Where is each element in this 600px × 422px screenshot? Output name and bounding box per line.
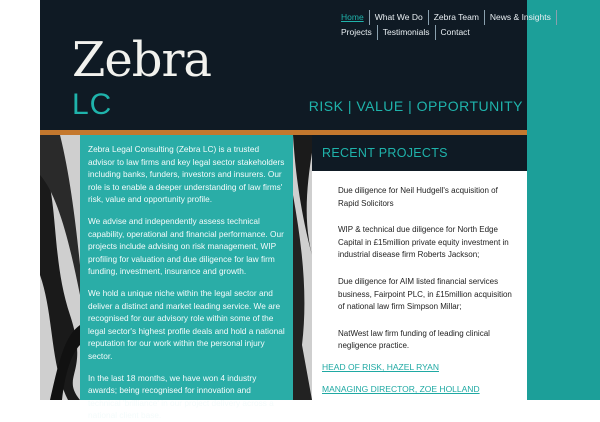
nav-contact[interactable]: Contact xyxy=(440,27,470,37)
project-item: Due diligence for AIM listed financial services business, Fairpoint PLC, in £15million acquisition of national law firm Simpson Millar; xyxy=(338,276,512,312)
intro-paragraph: We advise and independently assess technical capability, operational and financial performance. Our projects include advising on risk management, WIP profiling for valuation and due diligence for law firm funding, investment, insurance and growth. xyxy=(88,215,284,277)
zebra-lc-logo[interactable] xyxy=(72,34,211,120)
nav-home[interactable]: Home xyxy=(341,10,370,25)
intro-paragraph: Zebra Legal Consulting (Zebra LC) is a trusted advisor to law firms and key legal sector stakeholders including banks, funders, investors and insurers. Our role is to enable a deeper understanding of law firms' risk, value and opportunity profile. xyxy=(88,144,285,205)
main-nav xyxy=(341,10,551,40)
head-of-risk-link[interactable]: HEAD OF RISK, HAZEL RYAN xyxy=(322,362,439,372)
intro-paragraph: In the last 18 months, we have won 4 industry awards; being recognised for innovation and technical 'brilliance' in our project delivery across a national client base. xyxy=(88,372,274,421)
nav-news-insights[interactable]: News & Insights xyxy=(485,10,557,25)
project-item: WIP & technical due diligence for North Edge Capital in £15million private equity investment in industrial disease firm Roberts Jackson; xyxy=(338,225,509,260)
managing-director-link[interactable]: MANAGING DIRECTOR, ZOE HOLLAND xyxy=(322,384,480,394)
nav-testimonials[interactable]: Testimonials xyxy=(378,25,436,40)
left-margin xyxy=(0,0,40,400)
right-teal-strip xyxy=(527,0,600,400)
site-header xyxy=(40,0,551,130)
logo-wordmark: Zebra xyxy=(72,32,212,88)
project-item: NatWest law firm funding of leading clinical negligence practice. xyxy=(338,328,490,351)
recent-projects-panel xyxy=(312,135,527,400)
nav-projects[interactable]: Projects xyxy=(341,25,378,40)
nav-what-we-do[interactable]: What We Do xyxy=(370,10,429,25)
project-list xyxy=(312,171,527,353)
intro-panel xyxy=(80,135,293,421)
recent-projects-heading: RECENT PROJECTS xyxy=(312,135,527,171)
tagline: RISK | VALUE | OPPORTUNITY xyxy=(308,98,523,114)
logo-subtitle: LC xyxy=(72,88,113,121)
nav-row-secondary xyxy=(341,25,521,40)
intro-paragraph: We hold a unique niche within the legal sector and deliver a distinct and market leading service. We are recognised for our advisory role within some of the legal sector's highest profile deals and hold a national reputation for our work within the personal injury sector. xyxy=(88,287,285,361)
project-item: Due diligence for Neil Hudgell's acquisition of Rapid Solicitors xyxy=(338,186,498,208)
nav-zebra-team[interactable]: Zebra Team xyxy=(429,10,485,25)
nav-row-primary xyxy=(341,10,551,25)
